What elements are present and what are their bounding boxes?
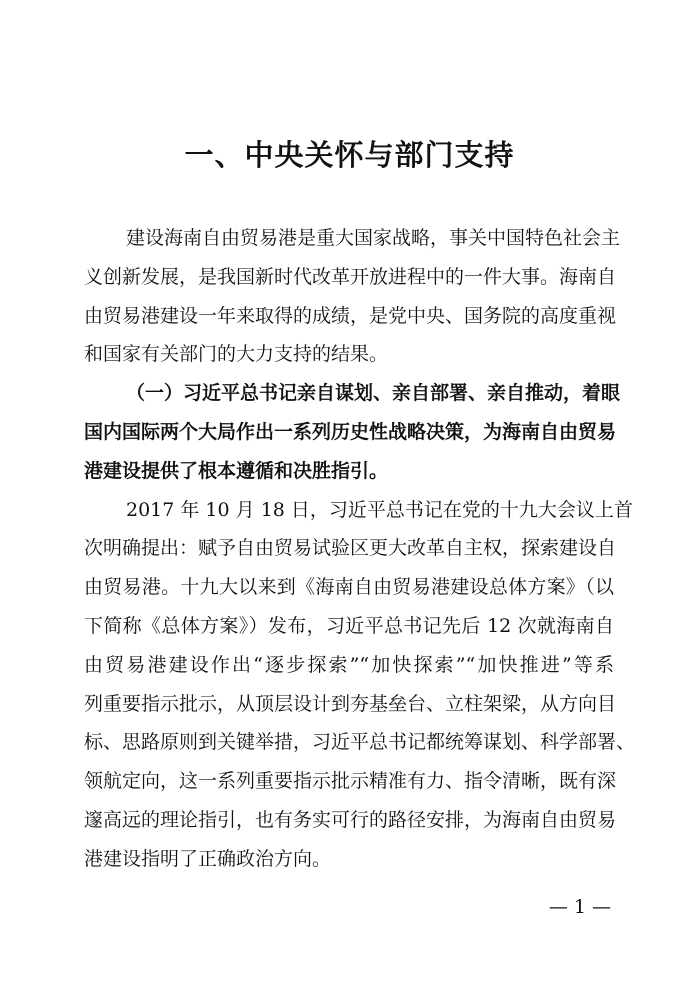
paragraph-intro [84, 219, 621, 374]
text-line: 港建设提供了根本遵循和决胜指引。 [84, 459, 389, 482]
text-line: （一）习近平总书记亲自谋划、亲自部署、亲自推动，着眼 [126, 382, 621, 405]
text-line: 邃高远的理论指引，也有务实可行的路径安排，为海南自由贸易 [84, 808, 617, 831]
text-line: 次明确提出：赋予自由贸易试验区更大改革自主权，探索建设自 [84, 537, 617, 560]
paragraph-body [84, 491, 636, 879]
text-line: 由贸易港建设一年来取得的成绩，是党中央、国务院的高度重视 [84, 304, 617, 327]
text-line: 2017 年 10 月 18 日，习近平总书记在党的十九大会议上首 [126, 498, 633, 521]
page-number: — 1 — [548, 896, 611, 918]
text-line: 国内国际两个大局作出一系列历史性战略决策，为海南自由贸易 [84, 420, 617, 443]
text-line: 建设海南自由贸易港是重大国家战略，事关中国特色社会主 [126, 227, 621, 249]
text-line: 列重要指示批示，从顶层设计到夯基垒台、立柱架梁，从方向目 [84, 692, 617, 715]
paragraph-section-heading [84, 374, 621, 490]
text-line: 和国家有关部门的大力支持的结果。 [84, 343, 389, 366]
text-line: 由贸易港。十九大以来到《海南自由贸易港建设总体方案》（以 [84, 576, 614, 599]
text-line: 港建设指明了正确政治方向。 [84, 847, 332, 870]
text-line: 领航定向，这一系列重要指示批示精准有力、指令清晰，既有深 [84, 770, 617, 793]
page-title: 一、中央关怀与部门支持 [184, 138, 515, 172]
text-line: 下简称《总体方案》）发布，习近平总书记先后 12 次就海南自 [84, 614, 614, 637]
text-line: 由贸易港建设作出“逐步探索”“加快探索”“加快推进”等系 [84, 653, 614, 676]
text-line: 义创新发展，是我国新时代改革开放进程中的一件大事。海南自 [84, 265, 617, 288]
text-line: 标、思路原则到关键举措，习近平总书记都统筹谋划、科学部署、 [84, 731, 636, 754]
document-body [84, 219, 636, 879]
